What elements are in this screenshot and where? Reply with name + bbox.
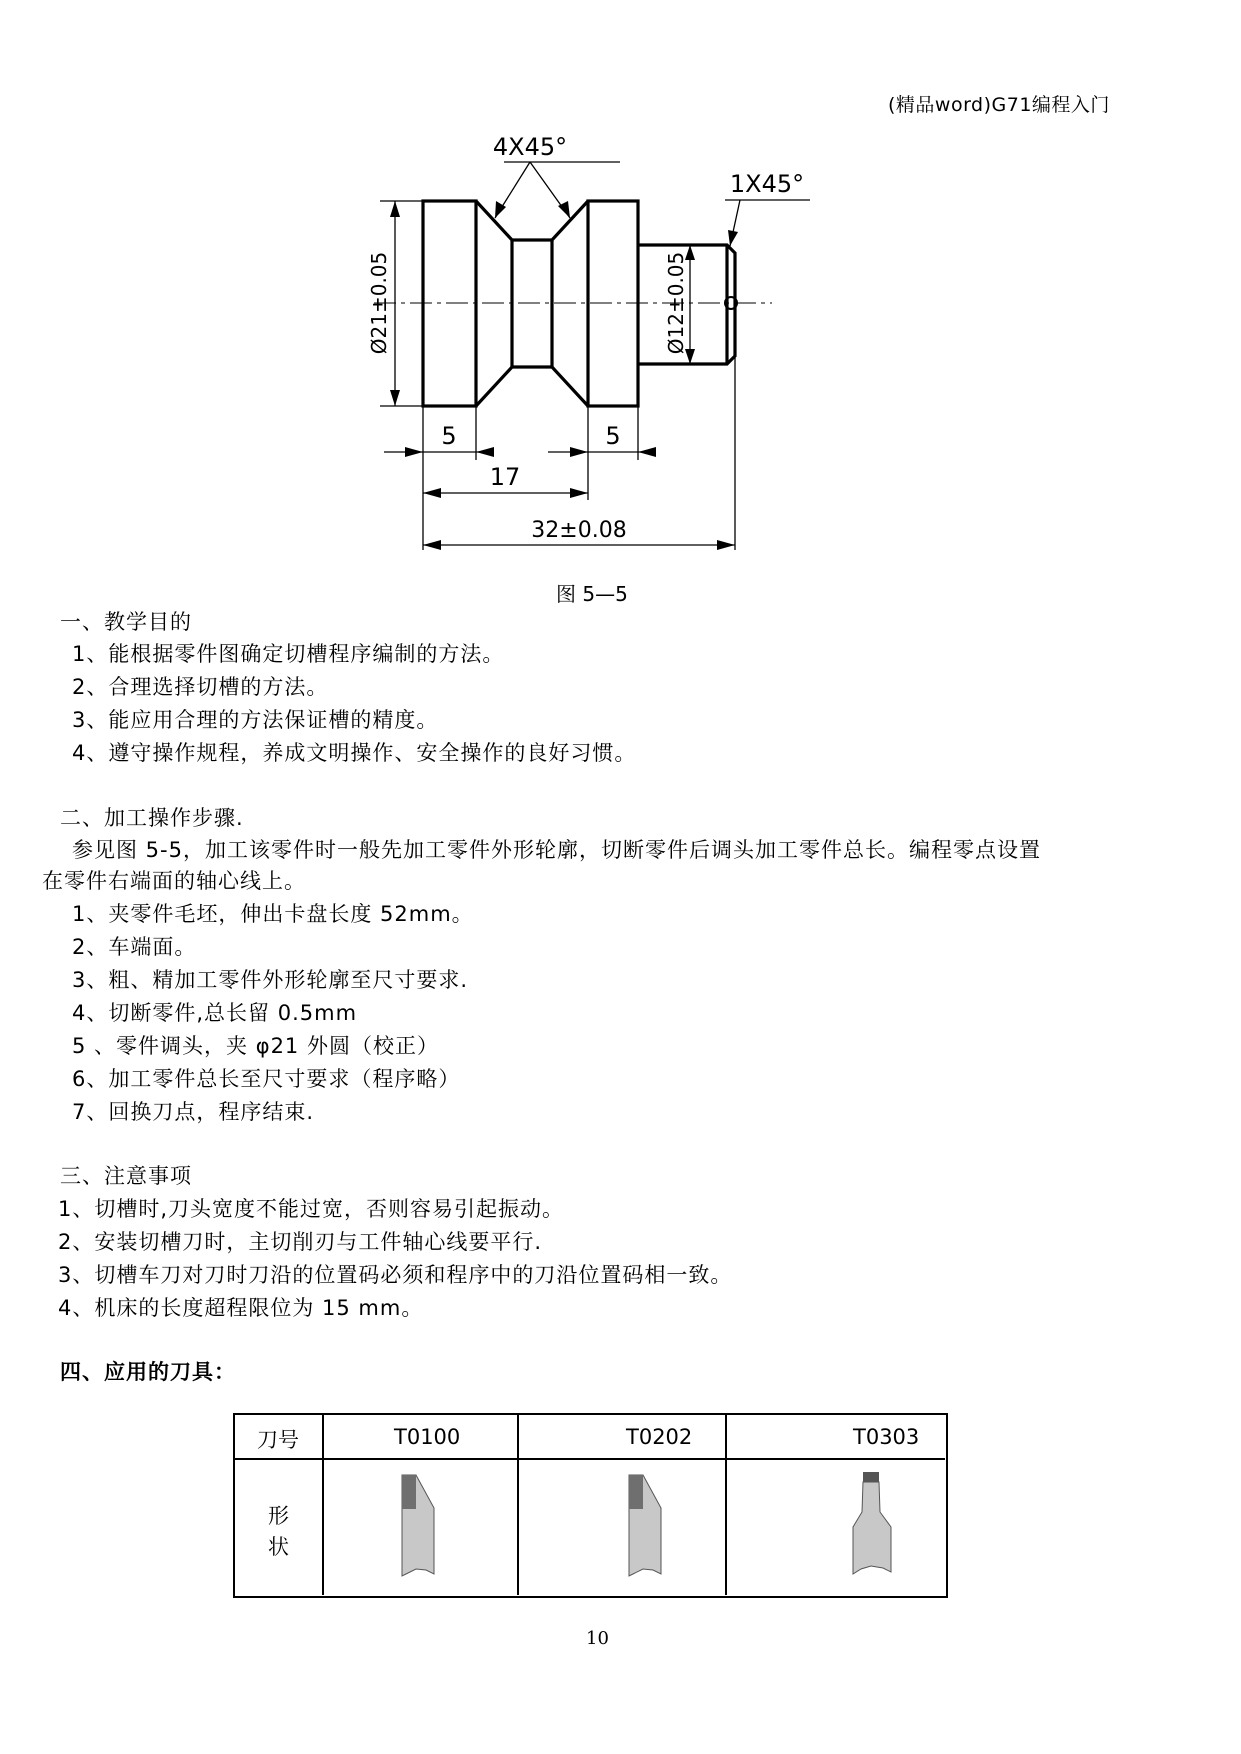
table-header-cell: [235, 1415, 324, 1460]
section1-item: 2、合理选择切槽的方法。: [72, 675, 329, 699]
section2-item: 7、回换刀点，程序结束.: [72, 1100, 315, 1124]
section3-item: 2、安装切槽刀时，主切削刃与工件轴心线要平行.: [58, 1230, 543, 1254]
section2-paragraph-line2: 在零件右端面的轴心线上。: [42, 869, 306, 893]
dim-left5-label: 5: [441, 422, 457, 450]
tool-id: T0100: [394, 1425, 461, 1449]
tool-shape-t0202-icon: [623, 1470, 683, 1585]
section2-item: 4、切断零件,总长留 0.5mm: [72, 1001, 358, 1025]
section3-title: 三、注意事项: [60, 1164, 192, 1188]
table-cell: [727, 1460, 945, 1595]
section2-item: 1、夹零件毛坯，伸出卡盘长度 52mm。: [72, 902, 474, 926]
figure-caption: 图 5—5: [556, 582, 628, 606]
tool-number-header: 刀号: [257, 1428, 299, 1452]
section3-item: 4、机床的长度超程限位为 15 mm。: [58, 1296, 424, 1320]
tool-id: T0303: [853, 1425, 920, 1449]
table-cell: [324, 1415, 519, 1460]
section1-item: 4、遵守操作规程，养成文明操作、安全操作的良好习惯。: [72, 741, 637, 765]
dia-small-label: Ø12±0.05: [664, 251, 688, 355]
section2-item: 2、车端面。: [72, 935, 197, 959]
table-header-cell: [235, 1460, 324, 1595]
dim-right5-label: 5: [605, 422, 621, 450]
chamfer-top-label: 4X45°: [492, 133, 568, 161]
dia-big-label: Ø21±0.05: [367, 251, 391, 355]
dim-32-label: 32±0.08: [531, 518, 627, 543]
section1-item: 3、能应用合理的方法保证槽的精度。: [72, 708, 439, 732]
section1-item: 1、能根据零件图确定切槽程序编制的方法。: [72, 642, 505, 666]
tool-shape-t0303-icon: [843, 1472, 903, 1587]
page-header: (精品word)G71编程入门: [888, 94, 1110, 116]
page-number: 10: [586, 1628, 609, 1649]
table-cell: [727, 1415, 945, 1460]
section2-item: 6、加工零件总长至尺寸要求（程序略）: [72, 1067, 461, 1091]
dim-17-label: 17: [489, 463, 521, 491]
part-drawing: [0, 0, 1241, 600]
table-cell: [324, 1460, 519, 1595]
shape-header-char2: 状: [268, 1535, 289, 1559]
tool-id: T0202: [626, 1425, 693, 1449]
table-cell: [519, 1460, 727, 1595]
section2-item: 3、粗、精加工零件外形轮廓至尺寸要求.: [72, 968, 469, 992]
table-cell: [519, 1415, 727, 1460]
section2-paragraph-line1: 参见图 5-5，加工该零件时一般先加工零件外形轮廓，切断零件后调头加工零件总长。编程零点设置: [72, 838, 1041, 862]
section4-title: 四、应用的刀具：: [60, 1360, 236, 1384]
shape-header-char1: 形: [268, 1504, 289, 1528]
section3-item: 1、切槽时,刀头宽度不能过宽，否则容易引起振动。: [58, 1197, 565, 1221]
tool-shape-t0100-icon: [396, 1470, 456, 1585]
chamfer-right-label: 1X45°: [729, 170, 805, 198]
section3-item: 3、切槽车刀对刀时刀沿的位置码必须和程序中的刀沿位置码相一致。: [58, 1263, 733, 1287]
section2-title: 二、加工操作步骤.: [60, 806, 244, 830]
tool-table: [233, 1413, 948, 1598]
section1-title: 一、教学目的: [60, 610, 192, 634]
section2-item: 5 、零件调头，夹 φ21 外圆（校正）: [72, 1034, 439, 1058]
